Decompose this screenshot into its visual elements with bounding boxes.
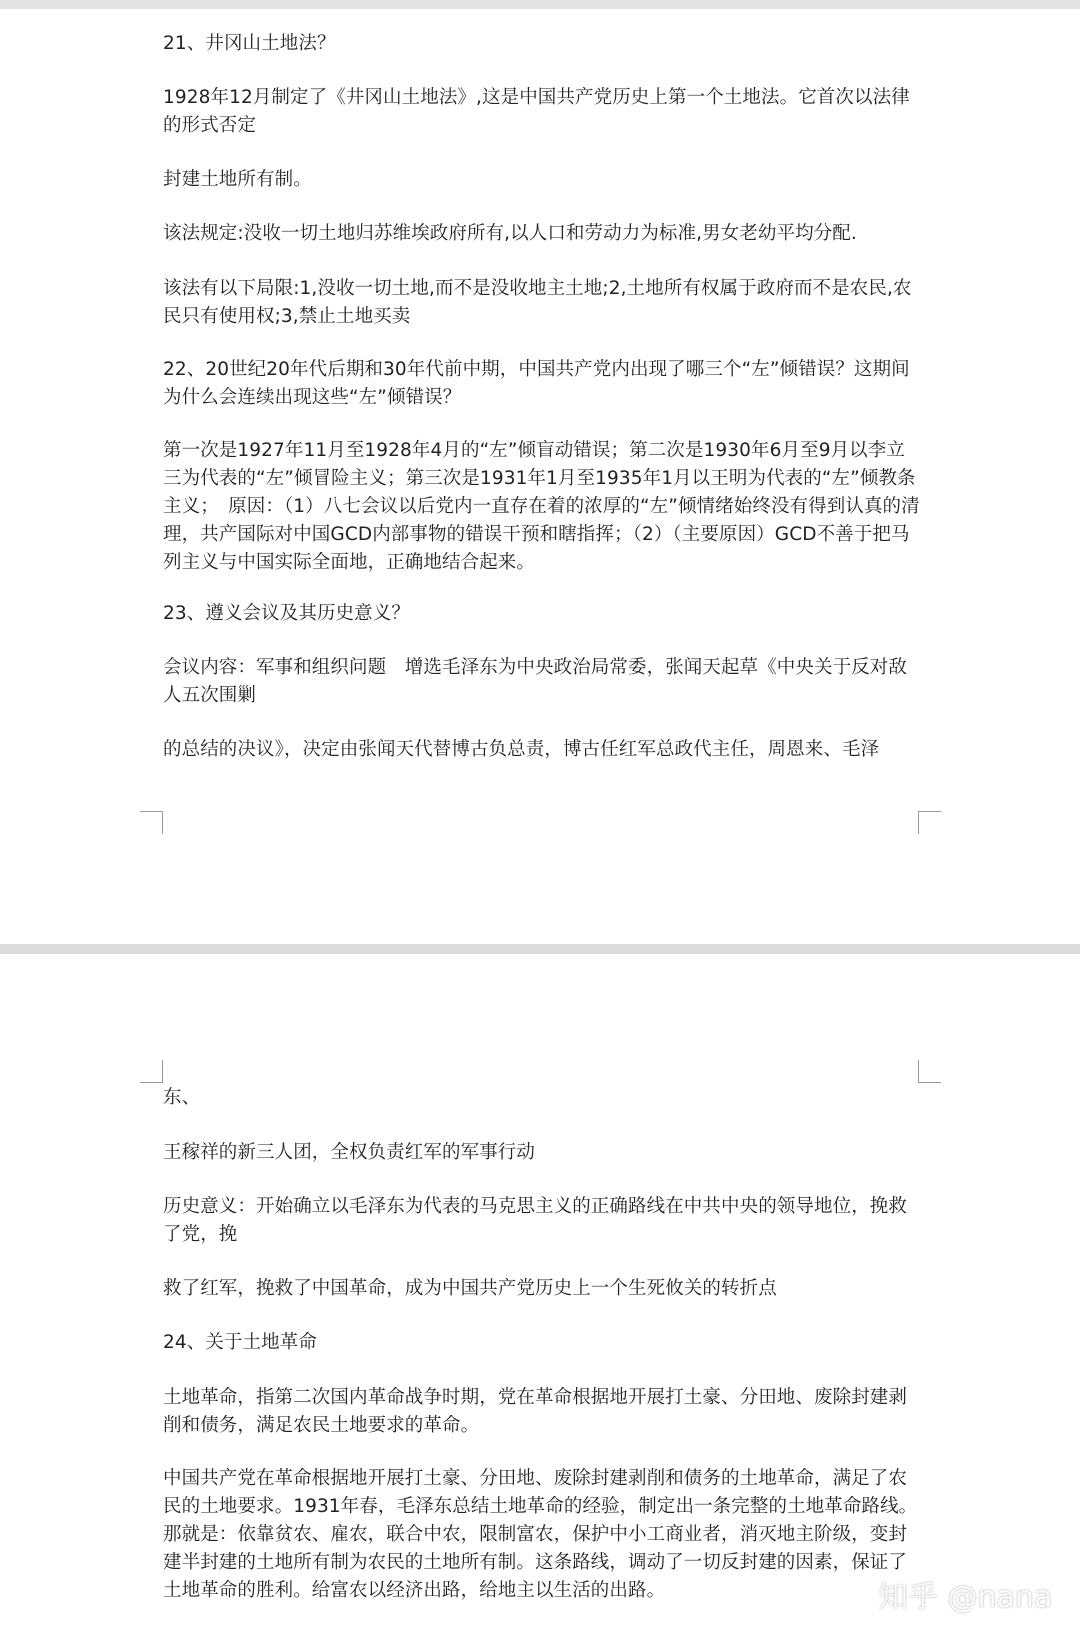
question-22-heading: 22、20世纪20年代后期和30年代前中期，中国共产党内出现了哪三个“左”倾错误？这期间为什么会连续出现这些“左”倾错误？ bbox=[163, 359, 910, 408]
paragraph: 东、 bbox=[163, 1087, 201, 1108]
paragraph: 1928年12月制定了《井冈山土地法》,这是中国共产党历史上第一个土地法。它首次以法律的形式否定 bbox=[163, 87, 910, 136]
paragraph: 封建土地所有制。 bbox=[163, 169, 312, 190]
document-page-2 bbox=[0, 954, 1080, 1636]
question-21-heading: 21、井冈山土地法？ bbox=[163, 33, 336, 54]
question-23-heading: 23、遵义会议及其历史意义？ bbox=[163, 603, 410, 624]
page-corner-mark-top-left bbox=[140, 1060, 163, 1083]
paragraph: 历史意义：开始确立以毛泽东为代表的马克思主义的正确路线在中共中央的领导地位，挽救了党，挽 bbox=[163, 1196, 908, 1245]
zhihu-watermark: 知乎 @nana bbox=[878, 1580, 1053, 1615]
paragraph: 该法有以下局限:1,没收一切土地,而不是没收地主土地;2,土地所有权属于政府而不是农民,农民只有使用权;3,禁止土地买卖 bbox=[163, 278, 912, 327]
page-corner-mark-top-right bbox=[918, 1060, 941, 1083]
question-24-heading: 24、关于土地革命 bbox=[163, 1332, 317, 1353]
document-page-1 bbox=[0, 9, 1080, 944]
paragraph: 第一次是1927年11月至1928年4月的“左”倾盲动错误；第二次是1930年6月至9月以李立三为代表的“左”倾冒险主义；第三次是1931年1月至1935年1月以王明为代表的“左”倾教条主义； 原因：（1）八七会议以后党内一直存在着的浓厚的“左”倾情绪始终没有得到认真的清理，共产国际对中国GCD内部事物的错误干预和瞎指挥；（2）（主要原因）GCD不善于把马列主义与中国实际全面地，正确地结合起来。 bbox=[163, 440, 920, 573]
page-corner-mark-bottom-left bbox=[140, 811, 163, 834]
paragraph: 救了红军，挽救了中国革命，成为中国共产党历史上一个生死攸关的转折点 bbox=[163, 1278, 777, 1299]
paragraph: 该法规定:没收一切土地归苏维埃政府所有,以人口和劳动力为标准,男女老幼平均分配. bbox=[163, 223, 857, 244]
paragraph: 的总结的决议》，决定由张闻天代替博古负总责，博古任红军总政代主任，周恩来、毛泽 bbox=[163, 739, 880, 760]
paragraph: 会议内容：军事和组织问题 增选毛泽东为中央政治局常委，张闻天起草《中央关于反对敌人五次围剿 bbox=[163, 657, 908, 706]
page-corner-mark-bottom-right bbox=[918, 811, 941, 834]
window-top-edge bbox=[0, 0, 1080, 9]
page-separator bbox=[0, 944, 1080, 954]
paragraph: 土地革命，指第二次国内革命战争时期，党在革命根据地开展打土豪、分田地、废除封建剥削和债务，满足农民土地要求的革命。 bbox=[163, 1387, 908, 1436]
paragraph: 中国共产党在革命根据地开展打土豪、分田地、废除封建剥削和债务的土地革命，满足了农民的土地要求。1931年春，毛泽东总结土地革命的经验，制定出一条完整的土地革命路线。那就是：依靠贫农、雇农，联合中农，限制富农，保护中小工商业者，消灭地主阶级，变封建半封建的土地所有制为农民的土地所有制。这条路线，调动了一切反封建的因素，保证了土地革命的胜利。给富农以经济出路，给地主以生活的出路。 bbox=[163, 1468, 918, 1601]
paragraph: 王稼祥的新三人团，全权负责红军的军事行动 bbox=[163, 1142, 536, 1163]
